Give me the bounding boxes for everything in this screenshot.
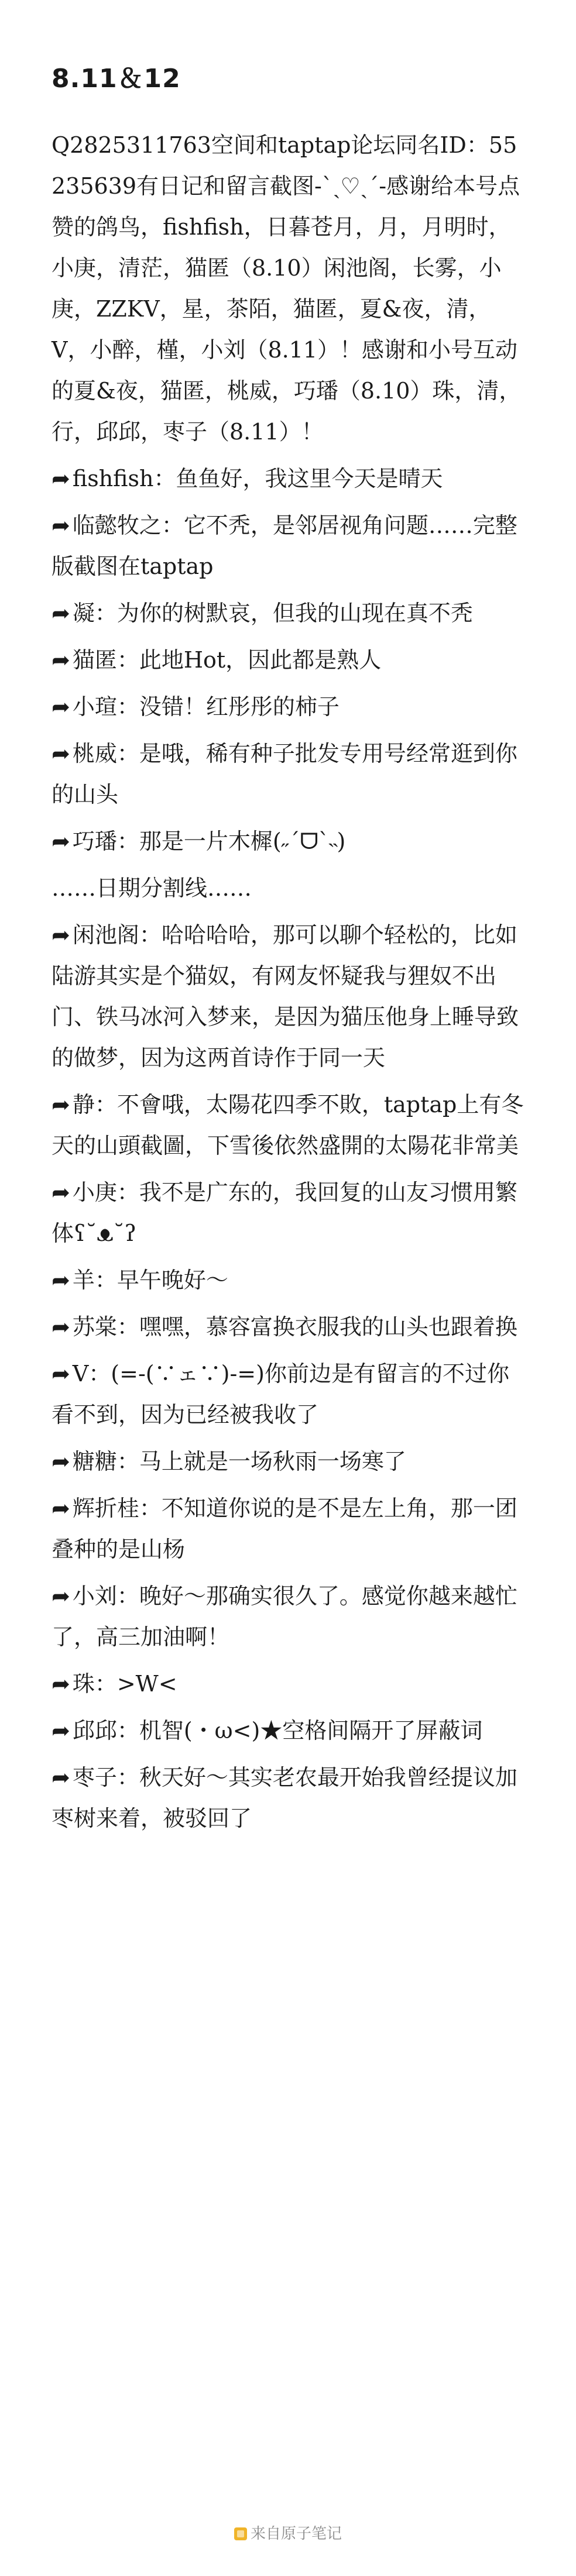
comment-entry [52, 1710, 524, 1751]
comment-text: fishfish：鱼鱼好，我这里今天是晴天 [72, 466, 443, 491]
comment-text: 凝：为你的树默哀，但我的山现在真不秃 [72, 600, 473, 626]
comment-entry [52, 1663, 524, 1704]
reply-arrow-icon: ➦ [52, 828, 70, 854]
reply-arrow-icon: ➦ [52, 1267, 70, 1293]
comment-entry [52, 1260, 524, 1301]
reply-arrow-icon: ➦ [52, 1361, 70, 1387]
comment-entry [52, 1576, 524, 1657]
reply-arrow-icon: ➦ [52, 1583, 70, 1609]
reply-arrow-icon: ➦ [52, 647, 70, 673]
reply-arrow-icon: ➦ [52, 600, 70, 626]
reply-arrow-icon: ➦ [52, 1718, 70, 1743]
comment-text: 静：不會哦，太陽花四季不敗，taptap上有冬天的山頭截圖，下雪後依然盛開的太陽花非常美 [52, 1092, 524, 1158]
comment-entry [52, 1084, 524, 1166]
comment-list-a [52, 458, 524, 862]
comment-entry [52, 1353, 524, 1435]
comment-text: 珠：>W< [72, 1671, 177, 1697]
comment-entry [52, 505, 524, 587]
atom-notes-logo-icon [234, 2527, 247, 2540]
comment-text: V：(=-(∵ェ∵)-=)你前边是有留言的不过你看不到，因为已经被我收了 [52, 1361, 509, 1428]
reply-arrow-icon: ➦ [52, 694, 70, 720]
comment-entry [52, 1441, 524, 1482]
footer-watermark [0, 2522, 576, 2543]
comment-entry [52, 1172, 524, 1254]
comment-entry [52, 1488, 524, 1570]
note-title: 8.11＆12 [52, 64, 181, 94]
reply-arrow-icon: ➦ [52, 1092, 70, 1117]
comment-text: 猫匿：此地Hot，因此都是熟人 [72, 647, 382, 673]
reply-arrow-icon: ➦ [52, 741, 70, 766]
comment-text: 小庚：我不是广东的，我回复的山友习惯用繁体ʕ˘ᴥ˘ʔ [52, 1179, 517, 1246]
comment-list-b [52, 914, 524, 1839]
reply-arrow-icon: ➦ [52, 1671, 70, 1697]
comment-text: 小瑄：没错！红彤彤的柿子 [72, 694, 340, 720]
comment-entry [52, 914, 524, 1078]
reply-arrow-icon: ➦ [52, 1495, 70, 1521]
comment-entry [52, 1306, 524, 1347]
date-divider: ……日期分割线…… [52, 875, 252, 901]
comment-text: 临懿牧之：它不秃，是邻居视角问题……完整版截图在taptap [52, 513, 517, 579]
comment-text: 羊：早午晚好～ [72, 1267, 228, 1293]
comment-text: 糖糖：马上就是一场秋雨一场寒了 [72, 1449, 406, 1474]
comment-text: 桃威：是哦，稀有种子批发专用号经常逛到你的山头 [52, 741, 517, 807]
comment-text: 枣子：秋天好～其实老农最开始我曾经提议加枣树来着，被驳回了 [52, 1765, 517, 1831]
comment-entry [52, 686, 524, 727]
intro-paragraph: Q2825311763空间和taptap论坛同名ID：55235639有日记和留言截图-ˋˏ♡ˎˊ-感谢给本号点赞的鸽鸟，fishfish，日暮苍月，月，月明时，小庚，清茫，猫匿（8.10）闲池阁，长雾，小庚，ZZKV，星，茶陌，猫匿，夏&夜，清，V，小醉，槿，小刘（8.11）！感谢和小号互动的夏&夜，猫匿，桃威，巧璠（8.10）珠，清，行，邱邱，枣子（8.11）！ [52, 132, 522, 445]
reply-arrow-icon: ➦ [52, 922, 70, 948]
comment-entry [52, 733, 524, 815]
comment-text: 辉折桂：不知道你说的是不是左上角，那一团叠种的是山杨 [52, 1495, 517, 1562]
comment-entry [52, 458, 524, 499]
footer-text: 来自原子笔记 [250, 2525, 342, 2543]
comment-text: 闲池阁：哈哈哈哈，那可以聊个轻松的，比如陆游其实是个猫奴，有网友怀疑我与狸奴不出门、铁马冰河入梦来，是因为猫压他身上睡导致的做梦，因为这两首诗作于同一天 [52, 922, 519, 1071]
reply-arrow-icon: ➦ [52, 1765, 70, 1790]
reply-arrow-icon: ➦ [52, 513, 70, 538]
comment-entry [52, 1757, 524, 1839]
comment-text: 巧璠：那是一片木樨(˶ˊᗜˋ˵) [72, 828, 346, 854]
comment-text: 小刘：晚好～那确实很久了。感觉你越来越忙了，高三加油啊！ [52, 1583, 517, 1650]
reply-arrow-icon: ➦ [52, 1314, 70, 1340]
comment-entry [52, 639, 524, 680]
comment-text: 苏棠：嘿嘿，慕容富换衣服我的山头也跟着换 [72, 1314, 517, 1340]
reply-arrow-icon: ➦ [52, 1449, 70, 1474]
reply-arrow-icon: ➦ [52, 1179, 70, 1205]
comment-text: 邱邱：机智(・ω<)★空格间隔开了屏蔽词 [72, 1718, 483, 1743]
reply-arrow-icon: ➦ [52, 466, 70, 491]
comment-entry [52, 593, 524, 634]
comment-entry [52, 821, 524, 862]
